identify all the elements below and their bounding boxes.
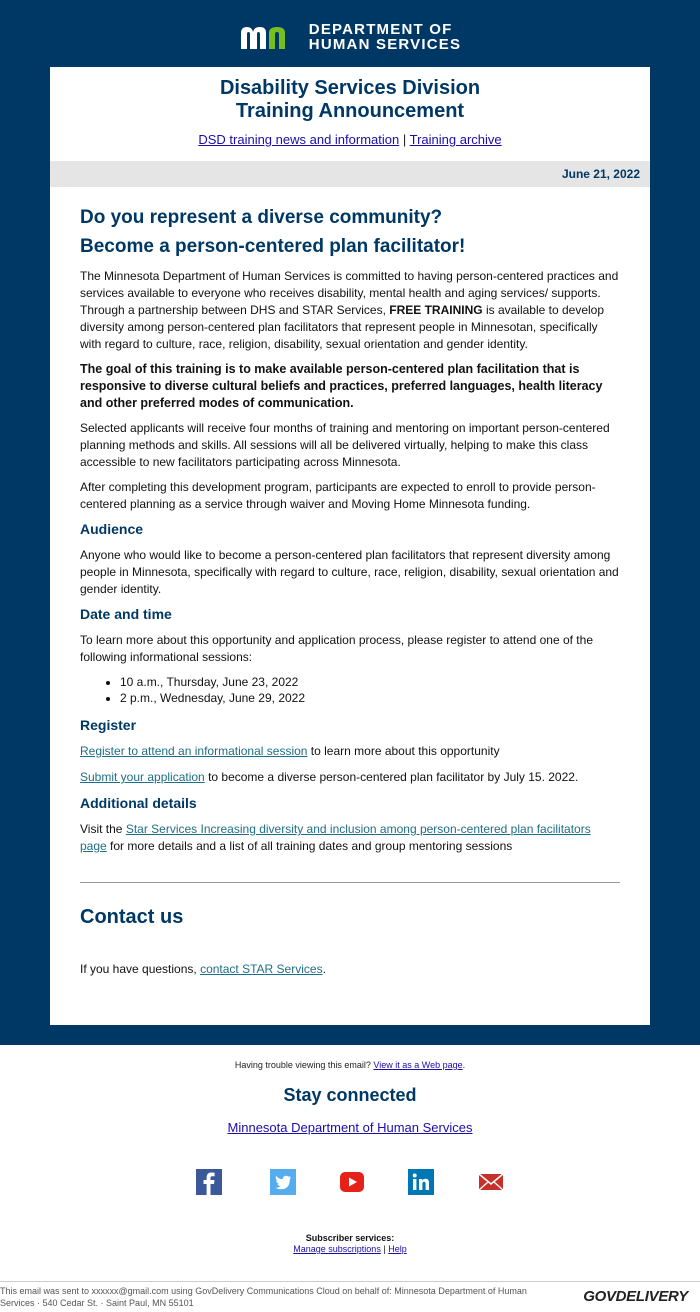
date-time-text: To learn more about this opportunity and application process, please register to attend one of the following informational sessions: — [80, 633, 593, 664]
subscriber-separator: | — [383, 1244, 386, 1254]
govdelivery-logo[interactable]: GOVDELIVERY — [583, 1288, 688, 1305]
youtube-icon[interactable] — [339, 1169, 365, 1195]
mn-logo-icon — [239, 23, 301, 51]
facebook-icon[interactable] — [196, 1169, 222, 1195]
trouble-text: Having trouble viewing this email? — [234, 1060, 374, 1070]
audience-heading: Audience — [80, 521, 144, 537]
publish-date: June 21, 2022 — [561, 167, 640, 181]
help-link[interactable]: Help — [388, 1244, 407, 1254]
list-item: • 2 p.m., Wednesday, June 29, 2022 — [120, 690, 620, 706]
trouble-period: . — [462, 1060, 466, 1070]
sender-note-text: This email was sent to xxxxxx@gmail.com using GovDelivery Communications Cloud on behalf of: Minnesota Department of Human Services · 540 Cedar St. · Saint Paul, MN 55101 — [0, 1286, 527, 1308]
title-line-2: Training Announcement — [235, 100, 465, 122]
applicants-paragraph: Selected applicants will receive four months of training and mentoring on important person-centered planning methods and skills. All sessions will all be delivered virtually, helping to make this class accessible to new facilitators participating across Minnesota. — [80, 421, 610, 469]
details-text-1: Visit the — [80, 822, 126, 836]
link-separator: | — [402, 132, 407, 147]
intro-text-2: is available to develop diversity among person-centered plan facilitators that represent people in Minnesotan, specifically with regard to culture, race, religion, disability, sexual orientation and gender identity. — [80, 303, 605, 351]
details-text-2: for more details and a list of all training dates and group mentoring sessions — [106, 839, 513, 853]
goal-paragraph: The goal of this training is to make available person-centered plan facilitation that is responsive to diverse cultural beliefs and practices, preferred languages, health literacy and other preferred modes of communication. — [80, 362, 603, 410]
contact-period: . — [322, 962, 326, 976]
audience-text: Anyone who would like to become a person-centered plan facilitators that represent diversity among people in Minnesota, specifically with regard to culture, race, religion, disability, sexual orientation and gender identity. — [80, 548, 619, 596]
subscriber-label: Subscriber services: — [305, 1233, 395, 1243]
register-line — [80, 743, 620, 760]
logo-wordmark — [309, 22, 461, 52]
heading-diverse-community: Do you represent a diverse community? — [80, 207, 443, 228]
free-training-label: FREE TRAINING — [389, 303, 483, 317]
development-paragraph: After completing this development program, participants are expected to enroll to provide person-centered planning as a service through waiver and Moving Home Minnesota funding. — [80, 480, 596, 511]
dsd-training-news-link[interactable]: DSD training news and information — [198, 132, 400, 147]
date-time-heading: Date and time — [80, 606, 172, 622]
divider — [80, 882, 620, 883]
heading-become-facilitator: Become a person-centered plan facilitator! — [80, 236, 466, 257]
contact-line — [80, 961, 620, 978]
star-services-page-link[interactable]: Star Services Increasing diversity and inclusion among person-centered plan facilitators page — [80, 822, 591, 853]
title-line-1: Disability Services Division — [219, 77, 481, 99]
intro-paragraph — [80, 268, 620, 353]
mn-dhs-link[interactable]: Minnesota Department of Human Services — [227, 1120, 473, 1135]
social-links — [0, 1169, 700, 1197]
article-body — [80, 203, 620, 986]
session-list — [120, 674, 620, 706]
register-session-link[interactable]: Register to attend an informational session — [80, 744, 308, 758]
contact-star-link[interactable]: contact STAR Services — [200, 962, 323, 976]
view-web-page-link[interactable]: View it as a Web page — [373, 1060, 463, 1070]
intro-text-1: The Minnesota Department of Human Services is committed to having person-centered practices and services available to everyone who receives disability, mental health and aging services/ supports. Through a partnership between DHS and STAR Services, — [80, 269, 619, 317]
newsletter-title — [50, 77, 650, 123]
additional-details-heading: Additional details — [80, 795, 197, 811]
twitter-icon[interactable] — [270, 1169, 296, 1195]
training-archive-link[interactable]: Training archive — [409, 132, 502, 147]
logo-line-2: HUMAN SERVICES — [308, 36, 462, 53]
date-bar — [50, 161, 650, 187]
contact-heading: Contact us — [80, 906, 184, 928]
logo-line-1: DEPARTMENT OF — [308, 21, 453, 38]
announcement-card — [50, 67, 650, 1025]
stay-connected-heading: Stay connected — [283, 1085, 417, 1105]
submit-application-link[interactable]: Submit your application — [80, 770, 205, 784]
trouble-viewing — [0, 1060, 700, 1070]
contact-text: If you have questions, — [80, 962, 201, 976]
list-item: • 10 a.m., Thursday, June 23, 2022 — [120, 674, 620, 690]
sender-note — [0, 1281, 700, 1312]
subscriber-services — [0, 1233, 700, 1255]
register-text: to learn more about this opportunity — [307, 744, 500, 758]
register-heading: Register — [80, 717, 137, 733]
dhs-link-row — [0, 1120, 700, 1135]
submit-text: to become a diverse person-centered plan facilitator by July 15. 2022. — [204, 770, 579, 784]
email-icon[interactable] — [478, 1169, 504, 1195]
submit-line — [80, 769, 620, 786]
dhs-logo[interactable] — [0, 18, 700, 56]
details-line — [80, 821, 620, 855]
header-links — [50, 132, 650, 147]
manage-subscriptions-link[interactable]: Manage subscriptions — [293, 1244, 381, 1254]
linkedin-icon[interactable] — [408, 1169, 434, 1195]
